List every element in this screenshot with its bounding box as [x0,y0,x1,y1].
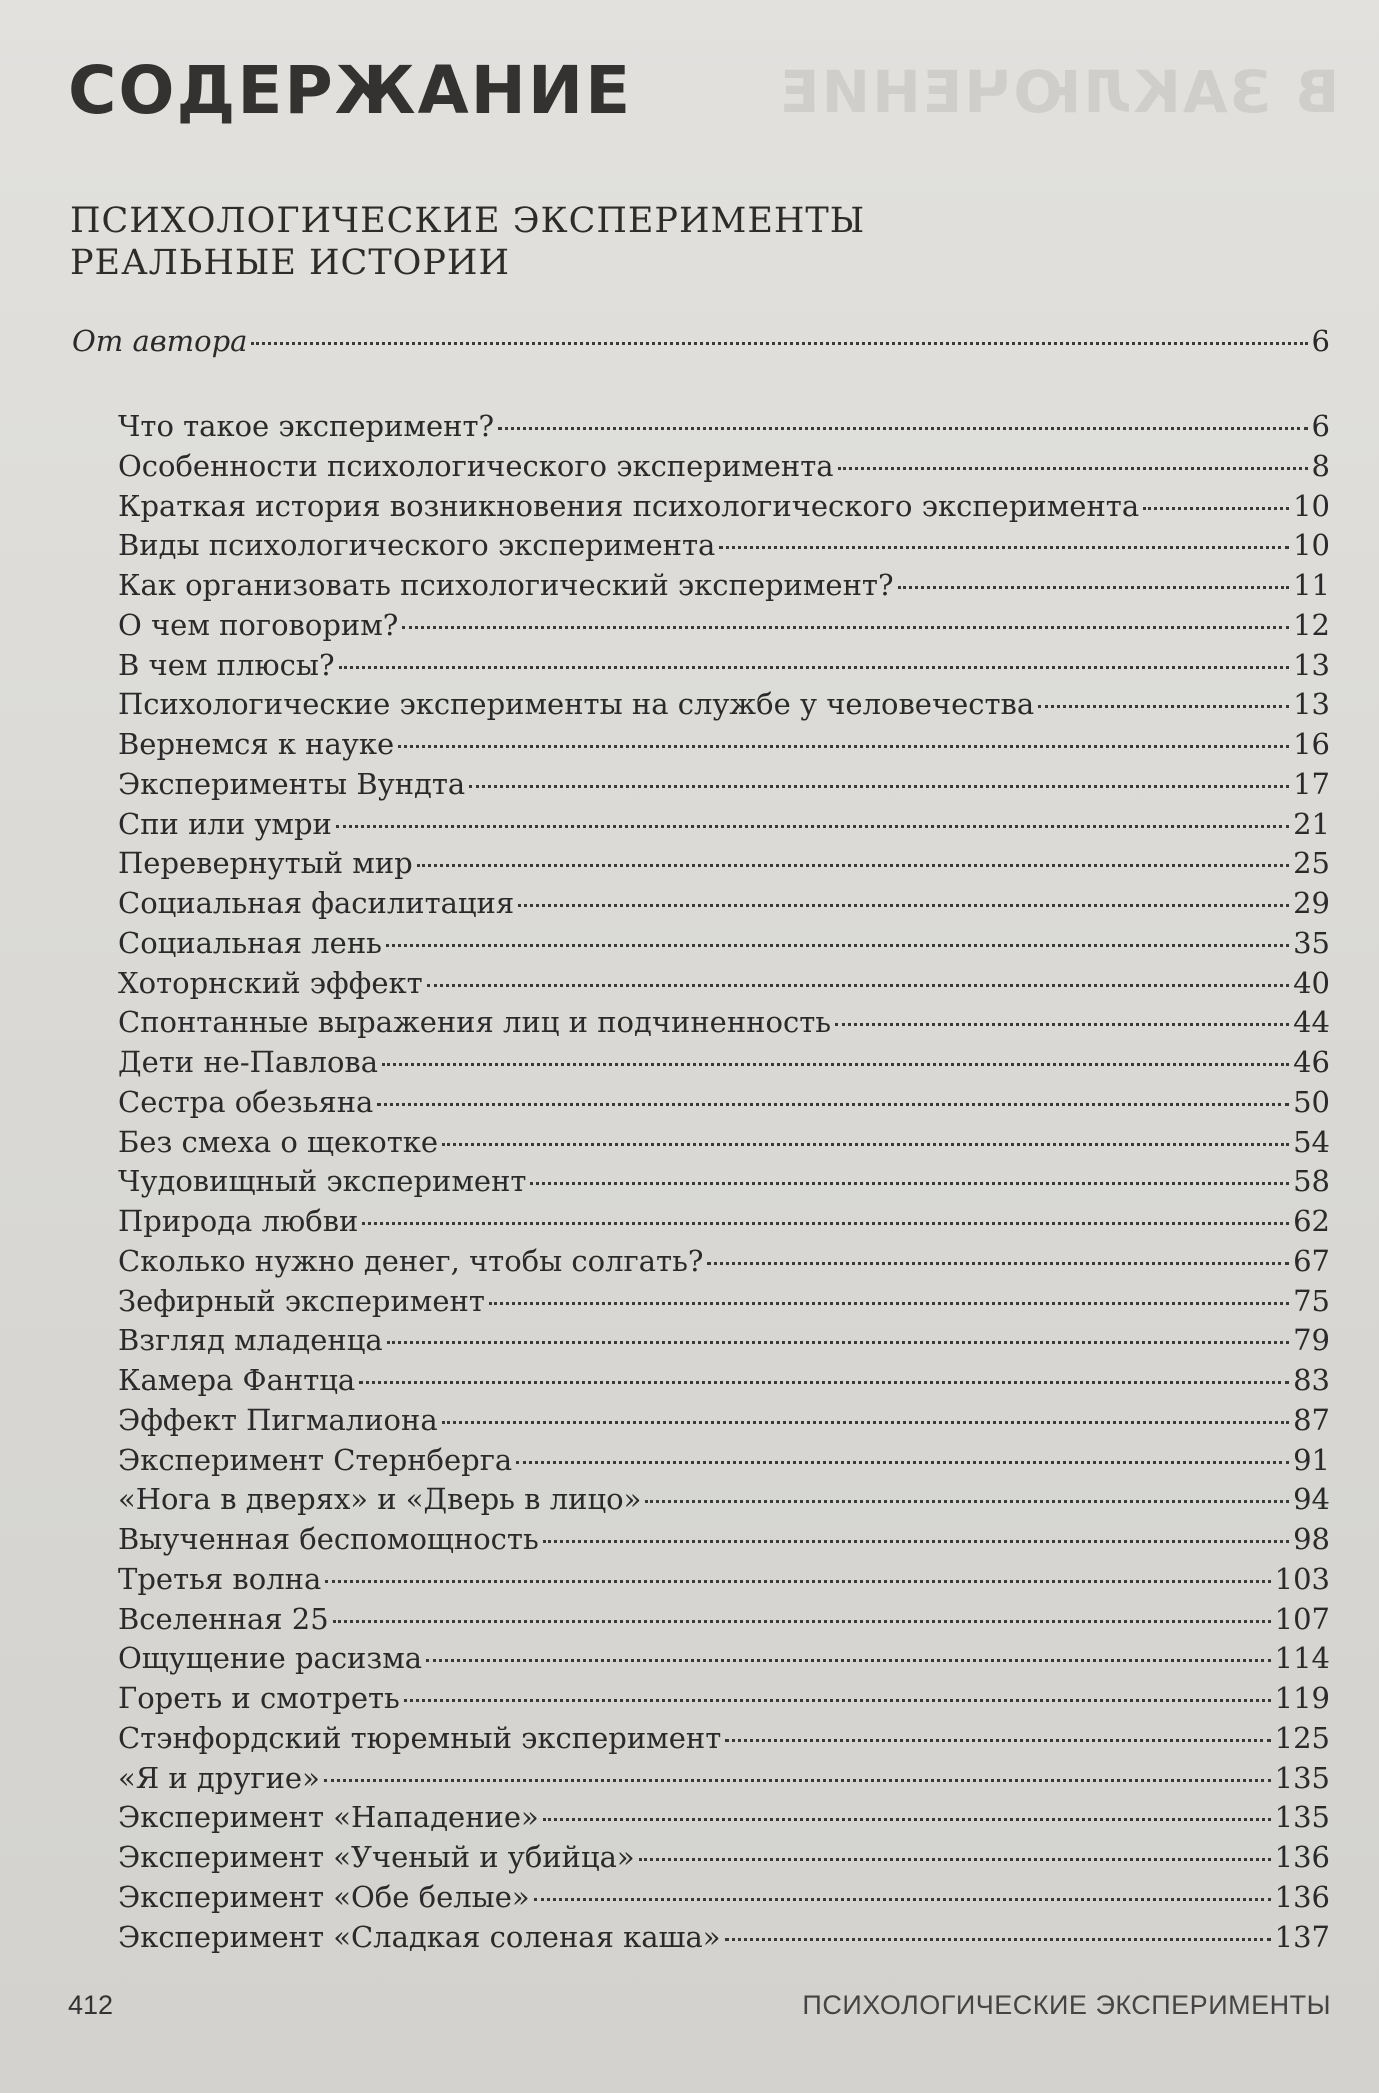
toc-entry-title: Взгляд младенца [118,1323,383,1358]
leader-dots [402,626,1289,629]
toc-entry-page: 79 [1293,1323,1330,1358]
toc-entry-title: Без смеха о щекотке [118,1124,439,1159]
leader-dots [398,745,1289,748]
leader-dots [442,1421,1289,1424]
toc-entry-title: Спи или умри [118,806,332,841]
leader-dots [707,1262,1289,1265]
toc-entry-page: 107 [1274,1601,1330,1636]
toc-entry-title: Гореть и смотреть [118,1681,400,1715]
leader-dots [359,1381,1289,1384]
toc-entry[interactable] [118,1719,1330,1759]
toc-entry-title: Эксперимент «Ученый и убийца» [118,1840,635,1874]
toc-entry[interactable] [118,566,1330,606]
leader-dots [426,1659,1271,1662]
toc-entry[interactable] [118,924,1330,964]
toc-entry[interactable] [118,805,1330,845]
toc-entry-page: 94 [1293,1482,1330,1517]
toc-entry-page: 6 [1311,324,1330,358]
toc-entry-page: 75 [1293,1283,1330,1318]
toc-entry[interactable] [118,1600,1330,1640]
toc-entry-page: 54 [1293,1124,1330,1159]
leader-dots [1038,705,1289,708]
toc-entry-title: В чем плюсы? [118,647,335,682]
book-title [70,200,865,284]
toc-entry-page: 11 [1293,568,1330,602]
toc-entry-title: Что такое эксперимент? [118,409,495,443]
toc-entry-page: 125 [1274,1720,1330,1755]
toc-entry-page: 114 [1274,1641,1330,1676]
toc-entry-page: 10 [1293,528,1330,563]
leader-dots [382,1063,1289,1066]
leader-dots [387,1341,1289,1344]
toc-entry[interactable] [118,1639,1330,1679]
leader-dots [442,1143,1289,1146]
toc-entry-page: 135 [1274,1800,1330,1835]
leader-dots [835,1023,1289,1026]
toc-entry-page: 67 [1293,1243,1330,1278]
leader-dots [386,944,1289,947]
toc-entry[interactable] [118,1083,1330,1123]
leader-dots [325,1580,1270,1583]
leader-dots [427,984,1289,987]
toc-entry-title: Психологические эксперименты на службе у человечества [118,687,1035,722]
leader-dots [534,1898,1271,1901]
toc-entry-page: 87 [1293,1402,1330,1437]
leader-dots [838,467,1308,470]
leader-dots [898,586,1290,589]
toc-entry-title: Краткая история возникновения психологического эксперимента [118,488,1140,523]
toc-entry-title: Вселенная 25 [118,1601,329,1636]
running-title: ПСИХОЛОГИЧЕСКИЕ ЭКСПЕРИМЕНТЫ [802,1990,1331,2020]
toc-entry[interactable] [118,844,1330,884]
toc-entry-page: 62 [1293,1204,1330,1238]
toc-entry-title: Дети не-Павлова [118,1045,379,1079]
toc-entry-title: Спонтанные выражения лиц и подчиненность [118,1005,832,1040]
toc-entry[interactable] [118,725,1330,765]
toc-entry-page: 83 [1293,1363,1330,1397]
toc-entry[interactable] [118,526,1330,566]
toc-entry-title: Третья волна [118,1561,322,1596]
toc-entry-title: Перевернутый мир [118,846,413,881]
table-of-contents [118,407,1330,1957]
toc-entry[interactable] [118,1162,1330,1202]
toc-entry-title: Камера Фантца [118,1363,356,1397]
toc-entry[interactable] [118,1679,1330,1719]
toc-entry-page: 50 [1293,1084,1330,1119]
toc-entry-page: 6 [1311,409,1330,443]
toc-entry-title: Ощущение расизма [118,1641,423,1676]
toc-entry-page: 35 [1293,925,1330,960]
toc-entry-title: Чудовищный эксперимент [118,1164,527,1199]
toc-entry[interactable] [118,447,1330,487]
leader-dots [404,1699,1271,1702]
book-title-line-1: ПСИХОЛОГИЧЕСКИЕ ЭКСПЕРИМЕНТЫ [70,201,866,241]
toc-entry-title: От автора [72,324,248,358]
toc-entry[interactable] [118,1282,1330,1322]
toc-entry-title: Выученная беспомощность [118,1522,539,1556]
toc-entry-title: Природа любви [118,1204,359,1238]
leader-dots [333,1620,1271,1623]
toc-entry-page: 103 [1274,1561,1330,1596]
toc-entry[interactable] [118,407,1330,447]
toc-entry-page: 21 [1293,806,1330,841]
toc-entry-title: Социальная фасилитация [118,886,515,920]
toc-entry-page: 135 [1274,1760,1330,1795]
toc-entry-page: 10 [1293,488,1330,523]
page-title: СОДЕРЖАНИЕ [68,52,633,129]
toc-entry[interactable] [118,487,1330,527]
toc-entry-title: Вернемся к науке [118,727,395,761]
page-number: 412 [68,1990,114,2020]
toc-entry-page: 13 [1293,687,1330,722]
toc-entry[interactable] [118,1361,1330,1401]
leader-dots [251,342,1307,345]
toc-entry-title: Эксперименты Вундта [118,766,466,801]
toc-entry[interactable] [118,1321,1330,1361]
toc-entry-title: «Нога в дверях» и «Дверь в лицо» [118,1482,642,1517]
leader-dots [645,1500,1289,1503]
toc-entry-page: 91 [1293,1442,1330,1477]
leader-dots [469,785,1289,788]
toc-entry[interactable] [118,685,1330,725]
toc-entry[interactable] [118,606,1330,646]
leader-dots [339,666,1290,669]
toc-entry-page: 16 [1293,727,1330,761]
toc-entry-title: Эксперимент «Нападение» [118,1800,539,1835]
toc-entry[interactable] [118,765,1330,805]
toc-entry-title: Особенности психологического эксперимента [118,448,834,483]
toc-entry[interactable] [118,1480,1330,1520]
toc-entry-title: Виды психологического эксперимента [118,528,716,563]
leader-dots [530,1182,1289,1185]
toc-entry-title: Эксперимент «Сладкая соленая каша» [118,1919,721,1954]
toc-entry-title: Сколько нужно денег, чтобы солгать? [118,1243,704,1278]
leader-dots [518,904,1289,907]
toc-entry[interactable] [118,1202,1330,1242]
toc-entry-page: 25 [1293,846,1330,881]
toc-entry[interactable] [118,964,1330,1004]
toc-entry-title: Как организовать психологический эксперимент? [118,568,894,602]
leader-dots [1143,507,1289,510]
leader-dots [516,1461,1289,1464]
show-through-heading: В ЗАКЛЮЧЕНИЕ [777,58,1339,126]
toc-entry[interactable] [118,1401,1330,1441]
toc-entry[interactable] [118,1918,1330,1958]
toc-entry-page: 46 [1293,1045,1330,1079]
toc-entry[interactable] [118,1043,1330,1083]
toc-entry-title: Стэнфордский тюремный эксперимент [118,1720,722,1755]
toc-entry-page: 8 [1311,448,1330,483]
leader-dots [725,1938,1271,1941]
leader-dots [336,825,1289,828]
leader-dots [543,1818,1271,1821]
leader-dots [719,546,1289,549]
leader-dots [362,1222,1289,1225]
toc-entry[interactable] [118,1838,1330,1878]
toc-entry-page: 136 [1274,1840,1330,1874]
toc-entry[interactable] [118,1798,1330,1838]
toc-entry-title: О чем поговорим? [118,607,399,642]
toc-entry-page: 58 [1293,1164,1330,1199]
leader-dots [489,1302,1289,1305]
toc-entry[interactable] [118,1520,1330,1560]
leader-dots [377,1103,1289,1106]
toc-entry-title: Эксперимент «Обе белые» [118,1879,530,1914]
toc-entry-page: 44 [1293,1005,1330,1040]
toc-entry[interactable] [118,1123,1330,1163]
toc-entry-page: 119 [1274,1681,1330,1715]
toc-entry-title: Зефирный эксперимент [118,1283,485,1318]
leader-dots [417,864,1289,867]
toc-entry-title: «Я и другие» [118,1760,320,1795]
toc-entry-page: 98 [1293,1522,1330,1556]
toc-entry[interactable] [118,1759,1330,1799]
toc-entry[interactable] [118,1003,1330,1043]
toc-entry-title: Эффект Пигмалиона [118,1402,438,1437]
toc-entry[interactable] [118,1560,1330,1600]
toc-entry-page: 13 [1293,647,1330,682]
toc-entry-title: Эксперимент Стернберга [118,1442,513,1477]
toc-entry[interactable] [118,884,1330,924]
leader-dots [725,1739,1270,1742]
toc-entry-page: 136 [1274,1879,1330,1914]
leader-dots [498,427,1307,430]
toc-entry-title: Социальная лень [118,925,382,960]
toc-entry-title: Хоторнский эффект [118,965,423,1000]
toc-entry-page: 29 [1293,886,1330,920]
toc-entry-page: 40 [1293,965,1330,1000]
toc-entry[interactable] [118,1441,1330,1481]
toc-entry-page: 12 [1293,607,1330,642]
toc-entry-author[interactable] [72,322,1330,362]
toc-entry-page: 137 [1274,1919,1330,1954]
toc-entry[interactable] [118,1878,1330,1918]
toc-entry-title: Сестра обезьяна [118,1084,374,1119]
toc-entry-page: 17 [1293,766,1330,801]
toc-entry[interactable] [118,1242,1330,1282]
leader-dots [639,1858,1271,1861]
leader-dots [543,1540,1289,1543]
leader-dots [324,1779,1271,1782]
toc-entry[interactable] [118,646,1330,686]
book-title-line-2: РЕАЛЬНЫЕ ИСТОРИИ [70,243,510,283]
